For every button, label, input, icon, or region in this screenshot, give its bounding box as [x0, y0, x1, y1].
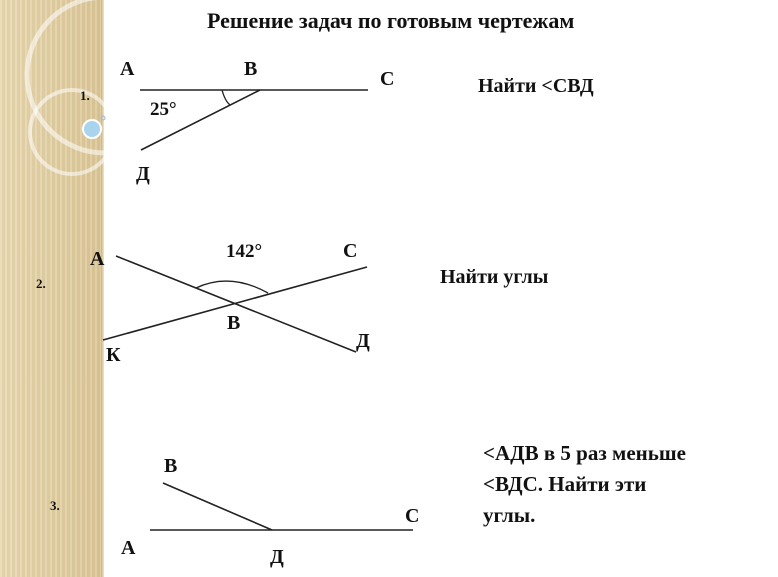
problem-3-label-a: А — [121, 537, 136, 559]
problem-3-number: 3. — [50, 498, 60, 513]
problem-2-label-k: К — [106, 344, 121, 366]
problem-1-label-c: С — [380, 68, 395, 90]
problem-2-angle-value: 142° — [226, 241, 263, 262]
page-title: Решение задач по готовым чертежам — [207, 8, 575, 33]
problem-3-label-b: В — [164, 455, 178, 477]
problem-3-task-line-3: углы. — [483, 503, 536, 527]
problem-3-task-line-1: <АДВ в 5 раз меньше — [483, 441, 686, 465]
problem-1-label-a: А — [120, 58, 135, 80]
problem-3-label-c: С — [405, 505, 420, 527]
problem-2-task: Найти углы — [440, 266, 549, 288]
problem-2-number: 2. — [36, 276, 46, 291]
problem-1-label-b: В — [244, 58, 258, 80]
problem-3-label-d: Д — [270, 546, 284, 568]
problem-3-task — [483, 438, 773, 531]
problem-1-angle-value: 25° — [150, 99, 177, 120]
problem-1-number: 1. — [80, 88, 90, 103]
problem-2-label-a: А — [90, 248, 105, 270]
problem-3-ray-db — [163, 483, 272, 530]
problem-2-label-d: Д — [356, 330, 370, 352]
problem-1-label-d: Д — [136, 163, 150, 185]
problem-3-task-line-2: <ВДС. Найти эти — [483, 472, 647, 496]
problem-2-label-c: С — [343, 240, 358, 262]
problem-1-task: Найти <СВД — [478, 75, 594, 97]
problem-2-label-b: В — [227, 312, 241, 334]
